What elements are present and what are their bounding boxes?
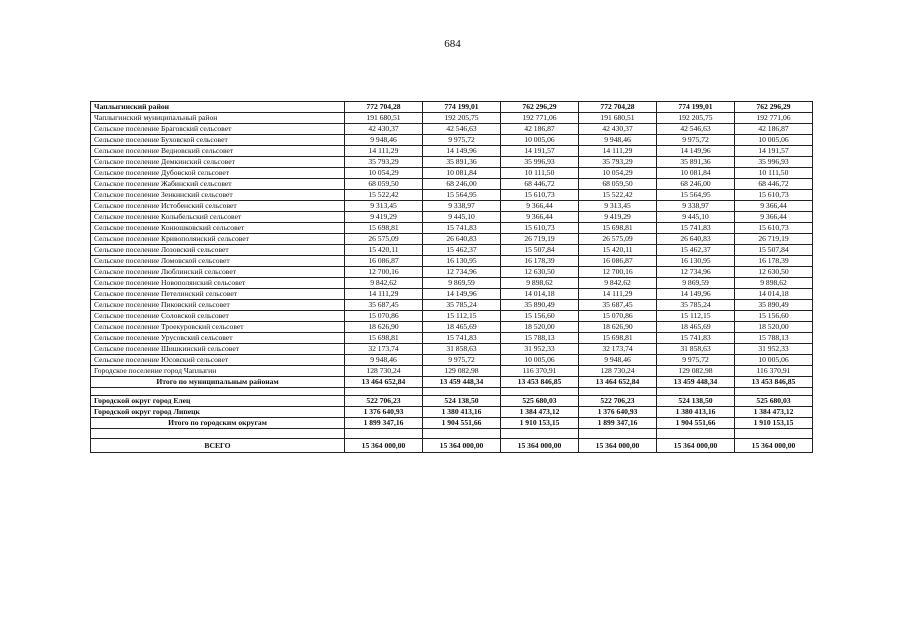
value-cell: 128 730,24	[579, 366, 657, 377]
value-cell: 9 338,97	[657, 201, 735, 212]
row-name-cell: Сельское поселение Троекуровский сельсовет	[91, 322, 345, 333]
table-row	[91, 311, 813, 322]
table-row	[91, 157, 813, 168]
value-cell: 9 975,72	[423, 355, 501, 366]
value-cell: 13 453 846,85	[501, 377, 579, 388]
value-cell: 15 610,73	[501, 223, 579, 234]
value-cell: 15 156,60	[735, 311, 813, 322]
value-cell: 35 793,29	[345, 157, 423, 168]
table-row	[91, 113, 813, 124]
row-name-cell: Сельское поселение Ломовской сельсовет	[91, 256, 345, 267]
table-row	[91, 146, 813, 157]
row-name-cell: Городской округ город Липецк	[91, 407, 345, 418]
value-cell: 42 186,87	[501, 124, 579, 135]
value-cell: 42 430,37	[579, 124, 657, 135]
value-cell: 15 420,11	[345, 245, 423, 256]
value-cell: 10 081,84	[423, 168, 501, 179]
table-row	[91, 179, 813, 190]
value-cell: 15 507,84	[735, 245, 813, 256]
page-number: 684	[444, 38, 461, 50]
value-cell: 35 890,49	[735, 300, 813, 311]
row-name-cell: Сельское поселение Демкинский сельсовет	[91, 157, 345, 168]
value-cell: 1 904 551,66	[657, 418, 735, 429]
value-cell: 116 370,91	[735, 366, 813, 377]
value-cell: 15 507,84	[501, 245, 579, 256]
row-name-cell: Сельское поселение Пиковский сельсовет	[91, 300, 345, 311]
row-name-cell: Итого по городским округам	[91, 418, 345, 429]
empty-cell	[91, 429, 345, 439]
value-cell: 10 005,06	[735, 135, 813, 146]
value-cell: 26 640,83	[657, 234, 735, 245]
empty-cell	[579, 388, 657, 396]
value-cell: 9 842,62	[345, 278, 423, 289]
value-cell: 12 630,50	[735, 267, 813, 278]
value-cell: 42 546,63	[423, 124, 501, 135]
empty-cell	[657, 388, 735, 396]
value-cell: 9 313,45	[345, 201, 423, 212]
row-name-cell: ВСЕГО	[91, 439, 345, 453]
value-cell: 15 741,83	[423, 223, 501, 234]
value-cell: 35 687,45	[345, 300, 423, 311]
table-row	[91, 102, 813, 113]
value-cell: 31 952,33	[735, 344, 813, 355]
value-cell: 18 465,69	[423, 322, 501, 333]
value-cell: 14 149,96	[657, 289, 735, 300]
value-cell: 9 419,29	[345, 212, 423, 223]
value-cell: 191 680,51	[345, 113, 423, 124]
value-cell: 9 445,10	[657, 212, 735, 223]
value-cell: 10 111,50	[501, 168, 579, 179]
value-cell: 9 975,72	[657, 355, 735, 366]
table-row	[91, 289, 813, 300]
value-cell: 192 205,75	[423, 113, 501, 124]
row-name-cell: Городское поселение город Чаплыгин	[91, 366, 345, 377]
value-cell: 26 719,19	[501, 234, 579, 245]
value-cell: 15 156,60	[501, 311, 579, 322]
value-cell: 12 700,16	[345, 267, 423, 278]
value-cell: 1 380 413,16	[657, 407, 735, 418]
value-cell: 772 704,28	[579, 102, 657, 113]
empty-cell	[423, 388, 501, 396]
row-name-cell: Сельское поселение Соловской сельсовет	[91, 311, 345, 322]
value-cell: 15 698,81	[345, 223, 423, 234]
value-cell: 13 464 652,84	[345, 377, 423, 388]
value-cell: 35 891,36	[657, 157, 735, 168]
value-cell: 15 610,73	[501, 190, 579, 201]
value-cell: 18 520,00	[501, 322, 579, 333]
value-cell: 1 376 640,93	[345, 407, 423, 418]
value-cell: 9 898,62	[501, 278, 579, 289]
value-cell: 15 788,13	[501, 333, 579, 344]
value-cell: 1 384 473,12	[501, 407, 579, 418]
table-row	[91, 396, 813, 407]
value-cell: 35 890,49	[501, 300, 579, 311]
empty-cell	[91, 388, 345, 396]
value-cell: 192 771,06	[735, 113, 813, 124]
value-cell: 18 465,69	[657, 322, 735, 333]
value-cell: 12 630,50	[501, 267, 579, 278]
row-name-cell: Сельское поселение Браговский сельсовет	[91, 124, 345, 135]
empty-cell	[657, 429, 735, 439]
value-cell: 15 564,95	[423, 190, 501, 201]
table-row	[91, 201, 813, 212]
value-cell: 15 420,11	[579, 245, 657, 256]
empty-cell	[501, 388, 579, 396]
row-name-cell: Сельское поселение Буховской сельсовет	[91, 135, 345, 146]
value-cell: 15 364 000,00	[423, 439, 501, 453]
table-row	[91, 407, 813, 418]
row-name-cell: Сельское поселение Шишкинский сельсовет	[91, 344, 345, 355]
value-cell: 524 138,50	[657, 396, 735, 407]
empty-cell	[345, 429, 423, 439]
value-cell: 15 610,73	[735, 223, 813, 234]
value-cell: 16 086,87	[345, 256, 423, 267]
value-cell: 15 364 000,00	[579, 439, 657, 453]
value-cell: 16 130,95	[423, 256, 501, 267]
value-cell: 68 446,72	[501, 179, 579, 190]
value-cell: 762 296,29	[735, 102, 813, 113]
value-cell: 13 453 846,85	[735, 377, 813, 388]
value-cell: 129 082,98	[657, 366, 735, 377]
table-row	[91, 344, 813, 355]
value-cell: 15 741,83	[657, 223, 735, 234]
value-cell: 9 869,59	[657, 278, 735, 289]
table-row	[91, 300, 813, 311]
value-cell: 191 680,51	[579, 113, 657, 124]
table-row	[91, 333, 813, 344]
table-row	[91, 223, 813, 234]
value-cell: 15 698,81	[579, 223, 657, 234]
value-cell: 14 111,29	[579, 289, 657, 300]
value-cell: 9 366,44	[735, 212, 813, 223]
value-cell: 116 370,91	[501, 366, 579, 377]
row-name-cell: Сельское поселение Юсовский сельсовет	[91, 355, 345, 366]
value-cell: 15 462,37	[423, 245, 501, 256]
row-name-cell: Сельское поселение Ведновский сельсовет	[91, 146, 345, 157]
value-cell: 9 313,45	[579, 201, 657, 212]
value-cell: 42 430,37	[345, 124, 423, 135]
value-cell: 12 700,16	[579, 267, 657, 278]
value-cell: 15 462,37	[657, 245, 735, 256]
value-cell: 10 005,06	[501, 135, 579, 146]
row-name-cell: Сельское поселение Кривополянский сельсовет	[91, 234, 345, 245]
value-cell: 1 899 347,16	[345, 418, 423, 429]
value-cell: 15 522,42	[579, 190, 657, 201]
row-name-cell: Городской округ город Елец	[91, 396, 345, 407]
value-cell: 14 149,96	[423, 289, 501, 300]
value-cell: 18 626,90	[345, 322, 423, 333]
value-cell: 18 626,90	[579, 322, 657, 333]
value-cell: 15 741,83	[423, 333, 501, 344]
value-cell: 9 366,44	[501, 201, 579, 212]
value-cell: 1 910 153,15	[501, 418, 579, 429]
value-cell: 26 575,09	[345, 234, 423, 245]
value-cell: 26 575,09	[579, 234, 657, 245]
value-cell: 16 086,87	[579, 256, 657, 267]
table-row	[91, 212, 813, 223]
value-cell: 16 130,95	[657, 256, 735, 267]
value-cell: 762 296,29	[501, 102, 579, 113]
value-cell: 1 910 153,15	[735, 418, 813, 429]
value-cell: 10 005,06	[735, 355, 813, 366]
table-row	[91, 124, 813, 135]
value-cell: 129 082,98	[423, 366, 501, 377]
value-cell: 14 149,96	[423, 146, 501, 157]
total-row	[91, 418, 813, 429]
value-cell: 524 138,50	[423, 396, 501, 407]
row-name-cell: Сельское поселение Конюшковский сельсовет	[91, 223, 345, 234]
row-name-cell: Сельское поселение Лозовский сельсовет	[91, 245, 345, 256]
value-cell: 14 191,57	[501, 146, 579, 157]
value-cell: 525 680,03	[735, 396, 813, 407]
value-cell: 14 149,96	[657, 146, 735, 157]
value-cell: 9 948,46	[579, 135, 657, 146]
value-cell: 9 338,97	[423, 201, 501, 212]
value-cell: 1 899 347,16	[579, 418, 657, 429]
row-name-cell: Сельское поселение Люблинский сельсовет	[91, 267, 345, 278]
value-cell: 15 070,86	[345, 311, 423, 322]
value-cell: 32 173,74	[579, 344, 657, 355]
value-cell: 525 680,03	[501, 396, 579, 407]
value-cell: 15 364 000,00	[657, 439, 735, 453]
value-cell: 31 952,33	[501, 344, 579, 355]
value-cell: 10 081,84	[657, 168, 735, 179]
row-name-cell: Чаплыгинский муниципальный район	[91, 113, 345, 124]
table-row	[91, 135, 813, 146]
value-cell: 9 948,46	[345, 135, 423, 146]
value-cell: 68 446,72	[735, 179, 813, 190]
row-name-cell: Чаплыгинский район	[91, 102, 345, 113]
value-cell: 10 005,06	[501, 355, 579, 366]
value-cell: 9 419,29	[579, 212, 657, 223]
value-cell: 522 706,23	[345, 396, 423, 407]
value-cell: 15 364 000,00	[735, 439, 813, 453]
value-cell: 16 178,39	[735, 256, 813, 267]
value-cell: 14 111,29	[345, 289, 423, 300]
empty-cell	[735, 388, 813, 396]
value-cell: 13 459 448,34	[657, 377, 735, 388]
table-row	[91, 245, 813, 256]
table-row	[91, 278, 813, 289]
value-cell: 31 858,63	[657, 344, 735, 355]
value-cell: 9 975,72	[423, 135, 501, 146]
value-cell: 9 948,46	[345, 355, 423, 366]
value-cell: 12 734,96	[423, 267, 501, 278]
row-name-cell: Сельское поселение Урусовский сельсовет	[91, 333, 345, 344]
table-row	[91, 366, 813, 377]
budget-table	[90, 101, 813, 453]
spacer-row	[91, 388, 813, 396]
value-cell: 14 111,29	[579, 146, 657, 157]
value-cell: 26 640,83	[423, 234, 501, 245]
empty-cell	[345, 388, 423, 396]
value-cell: 1 384 473,12	[735, 407, 813, 418]
value-cell: 774 199,01	[657, 102, 735, 113]
value-cell: 13 459 448,34	[423, 377, 501, 388]
value-cell: 15 741,83	[657, 333, 735, 344]
value-cell: 1 380 413,16	[423, 407, 501, 418]
total-row	[91, 377, 813, 388]
value-cell: 1 376 640,93	[579, 407, 657, 418]
value-cell: 15 610,73	[735, 190, 813, 201]
value-cell: 31 858,63	[423, 344, 501, 355]
value-cell: 35 687,45	[579, 300, 657, 311]
value-cell: 1 904 551,66	[423, 418, 501, 429]
value-cell: 26 719,19	[735, 234, 813, 245]
value-cell: 9 445,10	[423, 212, 501, 223]
value-cell: 15 112,15	[657, 311, 735, 322]
value-cell: 10 054,29	[579, 168, 657, 179]
value-cell: 15 364 000,00	[345, 439, 423, 453]
value-cell: 32 173,74	[345, 344, 423, 355]
value-cell: 68 246,00	[657, 179, 735, 190]
table-row	[91, 267, 813, 278]
value-cell: 35 785,24	[423, 300, 501, 311]
value-cell: 772 704,28	[345, 102, 423, 113]
value-cell: 15 522,42	[345, 190, 423, 201]
value-cell: 9 948,46	[579, 355, 657, 366]
value-cell: 10 111,50	[735, 168, 813, 179]
total-row	[91, 439, 813, 453]
value-cell: 14 014,18	[501, 289, 579, 300]
value-cell: 14 014,18	[735, 289, 813, 300]
value-cell: 35 996,93	[735, 157, 813, 168]
value-cell: 14 111,29	[345, 146, 423, 157]
value-cell: 15 698,81	[579, 333, 657, 344]
table-row	[91, 256, 813, 267]
table-row	[91, 234, 813, 245]
value-cell: 522 706,23	[579, 396, 657, 407]
value-cell: 10 054,29	[345, 168, 423, 179]
row-name-cell: Сельское поселение Петелинский сельсовет	[91, 289, 345, 300]
value-cell: 9 975,72	[657, 135, 735, 146]
value-cell: 12 734,96	[657, 267, 735, 278]
value-cell: 42 546,63	[657, 124, 735, 135]
value-cell: 68 246,00	[423, 179, 501, 190]
table-row	[91, 355, 813, 366]
row-name-cell: Сельское поселение Жабинский сельсовет	[91, 179, 345, 190]
value-cell: 42 186,87	[735, 124, 813, 135]
row-name-cell: Итого по муниципальным районам	[91, 377, 345, 388]
value-cell: 14 191,57	[735, 146, 813, 157]
value-cell: 13 464 652,84	[579, 377, 657, 388]
row-name-cell: Сельское поселение Истобенский сельсовет	[91, 201, 345, 212]
table-row	[91, 168, 813, 179]
value-cell: 35 793,29	[579, 157, 657, 168]
value-cell: 15 698,81	[345, 333, 423, 344]
table-body	[91, 102, 813, 453]
table-row	[91, 322, 813, 333]
value-cell: 9 842,62	[579, 278, 657, 289]
value-cell: 15 070,86	[579, 311, 657, 322]
value-cell: 192 771,06	[501, 113, 579, 124]
table-row	[91, 190, 813, 201]
value-cell: 18 520,00	[735, 322, 813, 333]
value-cell: 192 205,75	[657, 113, 735, 124]
value-cell: 774 199,01	[423, 102, 501, 113]
value-cell: 35 785,24	[657, 300, 735, 311]
value-cell: 16 178,39	[501, 256, 579, 267]
value-cell: 15 788,13	[735, 333, 813, 344]
value-cell: 128 730,24	[345, 366, 423, 377]
empty-cell	[423, 429, 501, 439]
row-name-cell: Сельское поселение Новополянский сельсовет	[91, 278, 345, 289]
row-name-cell: Сельское поселение Дубовской сельсовет	[91, 168, 345, 179]
value-cell: 9 366,44	[735, 201, 813, 212]
spacer-row	[91, 429, 813, 439]
row-name-cell: Сельское поселение Зенкинский сельсовет	[91, 190, 345, 201]
value-cell: 9 869,59	[423, 278, 501, 289]
empty-cell	[501, 429, 579, 439]
value-cell: 35 891,36	[423, 157, 501, 168]
empty-cell	[735, 429, 813, 439]
row-name-cell: Сельское поселение Колыбельский сельсовет	[91, 212, 345, 223]
value-cell: 9 366,44	[501, 212, 579, 223]
value-cell: 15 364 000,00	[501, 439, 579, 453]
value-cell: 68 059,50	[345, 179, 423, 190]
value-cell: 9 898,62	[735, 278, 813, 289]
value-cell: 15 564,95	[657, 190, 735, 201]
value-cell: 68 059,50	[579, 179, 657, 190]
value-cell: 35 996,93	[501, 157, 579, 168]
value-cell: 15 112,15	[423, 311, 501, 322]
empty-cell	[579, 429, 657, 439]
